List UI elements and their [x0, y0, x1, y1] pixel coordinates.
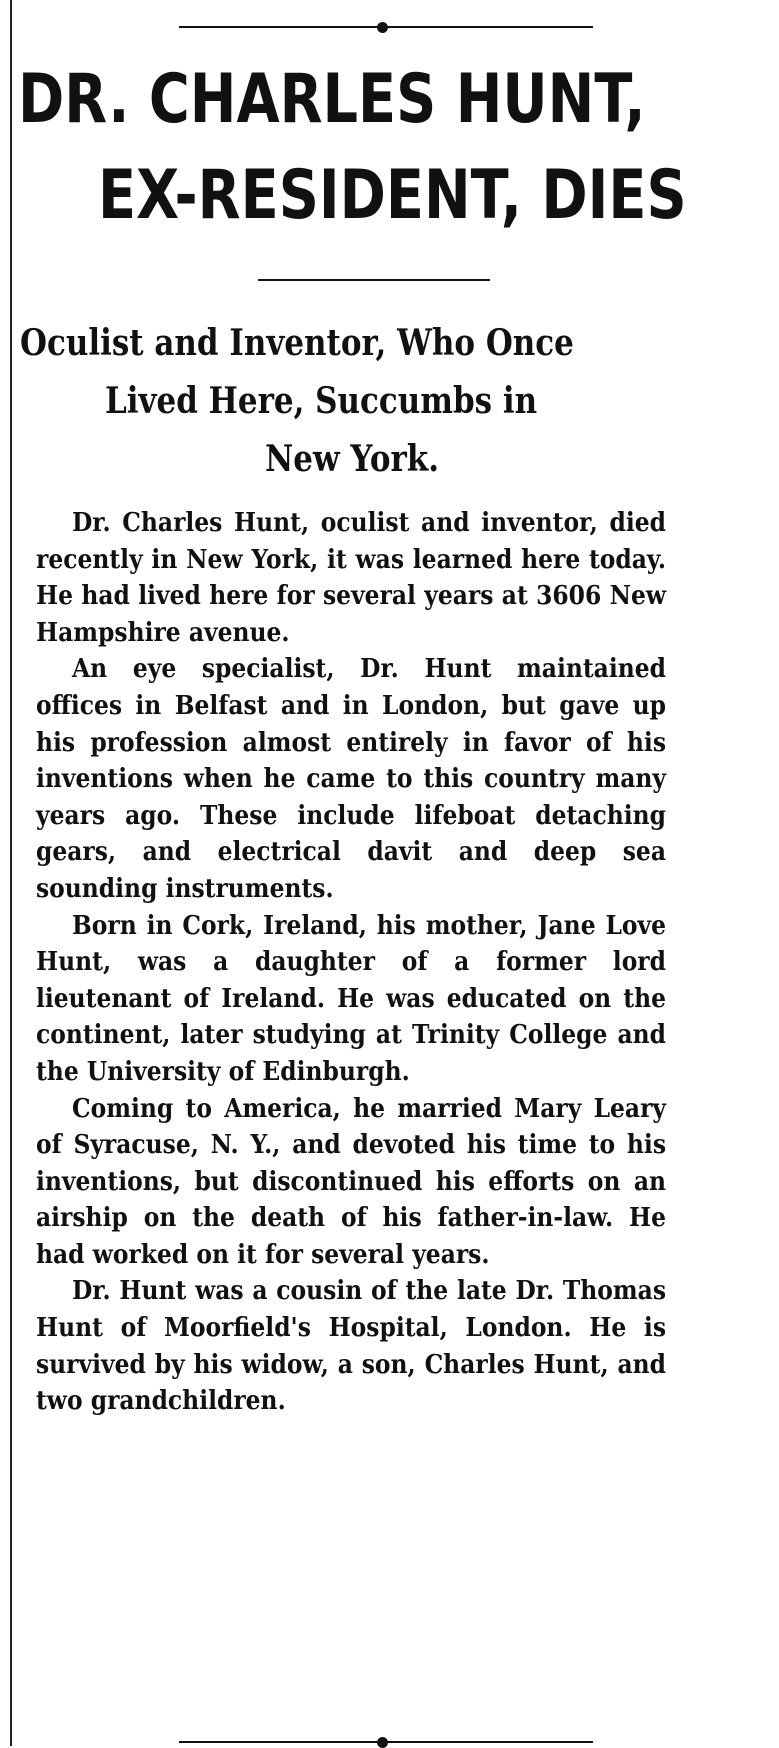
- deck-line-1: Oculist and Inventor, Who Once: [20, 322, 574, 364]
- divider-dot: [377, 1737, 388, 1748]
- headline-divider: [258, 279, 490, 281]
- headline-line-1: DR. CHARLES HUNT,: [18, 60, 646, 139]
- paragraph: Coming to America, he married Mary Leary of Syracuse, N. Y., and devoted his time to his inventions, but discontinued his efforts on an airship on the death of his father-in-law. He had worked on it for several years.: [36, 1093, 666, 1270]
- column-rule: [10, 0, 12, 1746]
- paragraph: An eye specialist, Dr. Hunt maintained offices in Belfast and in London, but gave up his profession almost entirely in favor of his inventions when he came to this country many years ago. These include lifeboat detaching gears, and electrical davit and deep sea sounding instruments.: [36, 654, 666, 904]
- paragraph: Dr. Hunt was a cousin of the late Dr. Thomas Hunt of Moorfield's Hospital, London. He is survived by his widow, a son, Charles Hunt, and two grandchildren.: [36, 1276, 666, 1417]
- bottom-dash-divider: [179, 1741, 593, 1743]
- paragraph: Born in Cork, Ireland, his mother, Jane Love Hunt, was a daughter of a former lord lieutenant of Ireland. He was educated on the continent, later studying at Trinity College and the University of Edinburgh.: [36, 910, 666, 1087]
- article-body: [36, 505, 666, 1420]
- deck-line-2: Lived Here, Succumbs in: [105, 380, 538, 422]
- top-dash-divider: [179, 26, 593, 28]
- paragraph: Dr. Charles Hunt, oculist and inventor, died recently in New York, it was learned here today. He had lived here for several years at 3606 New Hampshire avenue.: [36, 508, 666, 648]
- deck-line-3: New York.: [265, 438, 440, 480]
- divider-dot: [377, 22, 388, 33]
- headline-line-2: EX-RESIDENT, DIES: [98, 156, 687, 235]
